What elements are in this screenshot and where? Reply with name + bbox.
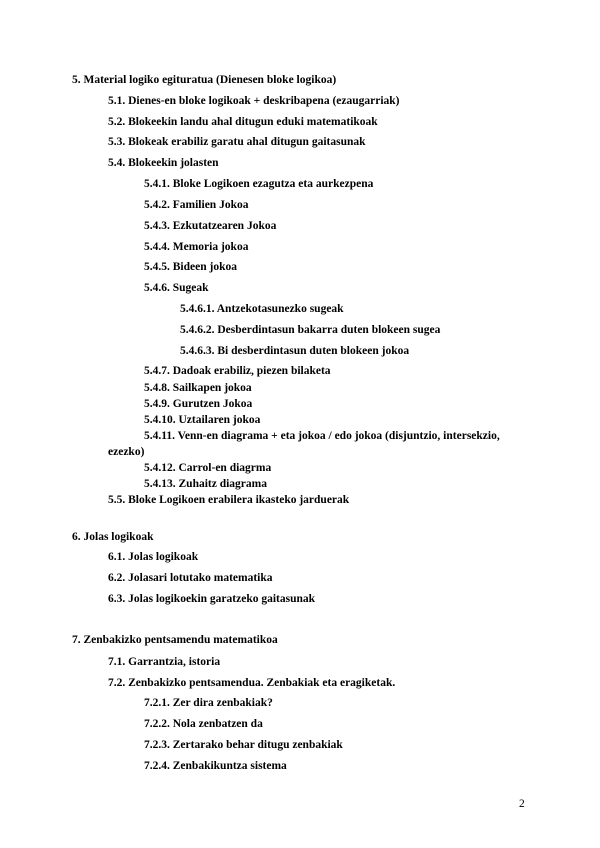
item-6-1: 6.1. Jolas logikoak — [108, 551, 199, 563]
item-5-4-3: 5.4.3. Ezkutatzearen Jokoa — [144, 220, 277, 232]
item-5-4-6: 5.4.6. Sugeak — [144, 282, 209, 294]
item-5-1: 5.1. Dienes-en bloke logikoak + deskribapena (ezaugarriak) — [108, 95, 400, 107]
heading-section-7: 7. Zenbakizko pentsamendu matematikoa — [72, 634, 278, 646]
item-6-2: 6.2. Jolasari lotutako matematika — [108, 572, 273, 584]
item-5-4-4: 5.4.4. Memoria jokoa — [144, 241, 249, 253]
item-5-4-7: 5.4.7. Dadoak erabiliz, piezen bilaketa — [144, 365, 331, 377]
item-5-4-12: 5.4.12. Carrol-en diagrma — [144, 462, 272, 474]
item-5-4-6-3: 5.4.6.3. Bi desberdintasun duten blokeen jokoa — [180, 345, 410, 357]
item-5-4-9: 5.4.9. Gurutzen Jokoa — [144, 398, 253, 410]
item-5-4-2: 5.4.2. Familien Jokoa — [144, 199, 249, 211]
item-5-5: 5.5. Bloke Logikoen erabilera ikasteko jarduerak — [108, 494, 350, 506]
item-5-4-5: 5.4.5. Bideen jokoa — [144, 261, 237, 273]
page-number: 2 — [519, 798, 525, 810]
item-7-2-4: 7.2.4. Zenbakikuntza sistema — [144, 760, 287, 772]
item-5-4-6-2: 5.4.6.2. Desberdintasun bakarra duten blokeen sugea — [180, 324, 441, 336]
heading-section-6: 6. Jolas logikoak — [72, 531, 154, 543]
item-7-2-1: 7.2.1. Zer dira zenbakiak? — [144, 697, 273, 709]
item-7-2: 7.2. Zenbakizko pentsamendua. Zenbakiak eta eragiketak. — [108, 677, 396, 689]
item-7-2-2: 7.2.2. Nola zenbatzen da — [144, 718, 263, 730]
item-6-3: 6.3. Jolas logikoekin garatzeko gaitasunak — [108, 593, 316, 605]
item-5-4-11-continuation: ezezko) — [108, 446, 145, 458]
item-5-4: 5.4. Blokeekin jolasten — [108, 157, 219, 169]
item-7-1: 7.1. Garrantzia, istoria — [108, 656, 221, 668]
item-5-4-6-1: 5.4.6.1. Antzekotasunezko sugeak — [180, 303, 344, 315]
item-5-2: 5.2. Blokeekin landu ahal ditugun eduki matematikoak — [108, 116, 378, 128]
item-7-2-3: 7.2.3. Zertarako behar ditugu zenbakiak — [144, 739, 343, 751]
heading-section-5: 5. Material logiko egituratua (Dienesen bloke logikoa) — [72, 74, 337, 86]
item-5-4-11: 5.4.11. Venn-en diagrama + eta jokoa / edo jokoa (disjuntzio, intersekzio, — [144, 430, 500, 442]
item-5-4-13: 5.4.13. Zuhaitz diagrama — [144, 478, 267, 490]
item-5-4-1: 5.4.1. Bloke Logikoen ezagutza eta aurkezpena — [144, 178, 374, 190]
item-5-3: 5.3. Blokeak erabiliz garatu ahal ditugun gaitasunak — [108, 136, 366, 148]
item-5-4-10: 5.4.10. Uztailaren jokoa — [144, 414, 261, 426]
item-5-4-8: 5.4.8. Sailkapen jokoa — [144, 382, 252, 394]
